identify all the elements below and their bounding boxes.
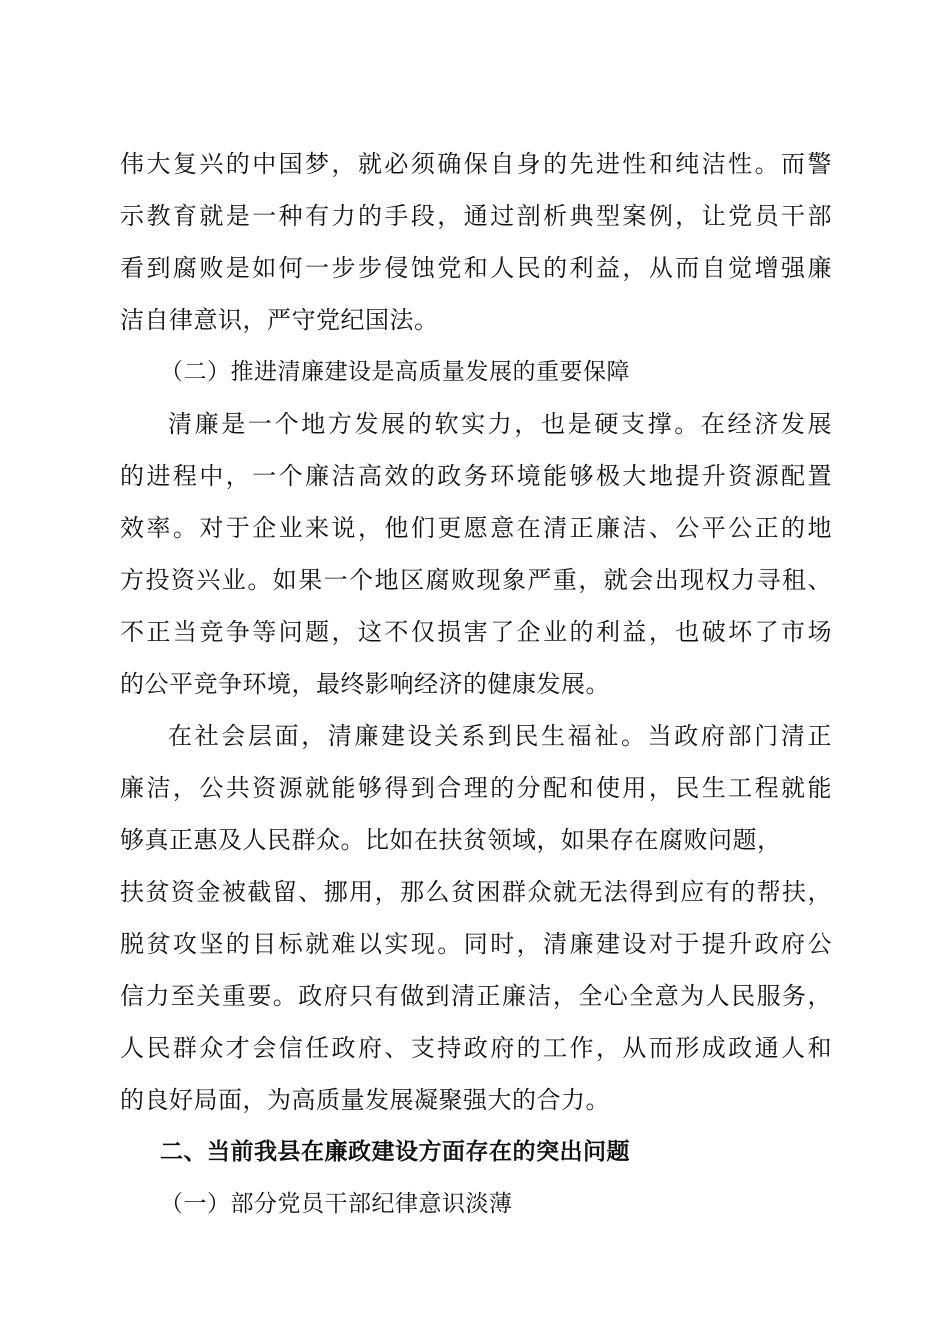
section-heading: 二、当前我县在廉政建设方面存在的突出问题 xyxy=(160,1139,630,1165)
document-body xyxy=(120,138,832,1230)
text-line: 清廉是一个地方发展的软实力，也是硬支撑。在经济发展 xyxy=(168,410,832,438)
paragraph xyxy=(120,710,832,1126)
paragraph xyxy=(120,398,832,710)
text-line: 的公平竞争环境，最终影响经济的健康发展。 xyxy=(120,670,610,698)
text-line: 在社会层面，清廉建设关系到民生福祉。当政府部门清正 xyxy=(168,722,832,750)
sub-heading: （一）部分党员干部纪律意识淡薄 xyxy=(160,1191,513,1217)
text-line: 示教育就是一种有力的手段，通过剖析典型案例，让党员干部 xyxy=(120,202,832,230)
text-line: 人民群众才会信任政府、支持政府的工作，从而形成政通人和 xyxy=(120,1034,832,1062)
text-line: 的良好局面，为高质量发展凝聚强大的合力。 xyxy=(120,1086,610,1114)
text-line: 信力至关重要。政府只有做到清正廉洁，全心全意为人民服务， xyxy=(120,982,832,1010)
text-line: 效率。对于企业来说，他们更愿意在清正廉洁、公平公正的地 xyxy=(120,514,832,542)
text-line: 伟大复兴的中国梦，就必须确保自身的先进性和纯洁性。而警 xyxy=(120,150,832,178)
text-line: 的进程中，一个廉洁高效的政务环境能够极大地提升资源配置 xyxy=(120,462,832,490)
paragraph xyxy=(120,138,832,346)
text-line: 扶贫资金被截留、挪用，那么贫困群众就无法得到应有的帮扶， xyxy=(120,878,832,906)
text-line: 看到腐败是如何一步步侵蚀党和人民的利益，从而自觉增强廉 xyxy=(120,254,832,282)
text-line: 洁自律意识，严守党纪国法。 xyxy=(120,306,439,334)
text-line: 廉洁，公共资源就能够得到合理的分配和使用，民生工程就能 xyxy=(120,774,832,802)
sub-heading: （二）推进清廉建设是高质量发展的重要保障 xyxy=(160,359,630,385)
text-line: 够真正惠及人民群众。比如在扶贫领域，如果存在腐败问题， xyxy=(120,826,782,854)
text-line: 不正当竞争等问题，这不仅损害了企业的利益，也破坏了市场 xyxy=(120,618,832,646)
text-line: 脱贫攻坚的目标就难以实现。同时，清廉建设对于提升政府公 xyxy=(120,930,832,958)
text-line: 方投资兴业。如果一个地区腐败现象严重，就会出现权力寻租、 xyxy=(120,566,832,594)
